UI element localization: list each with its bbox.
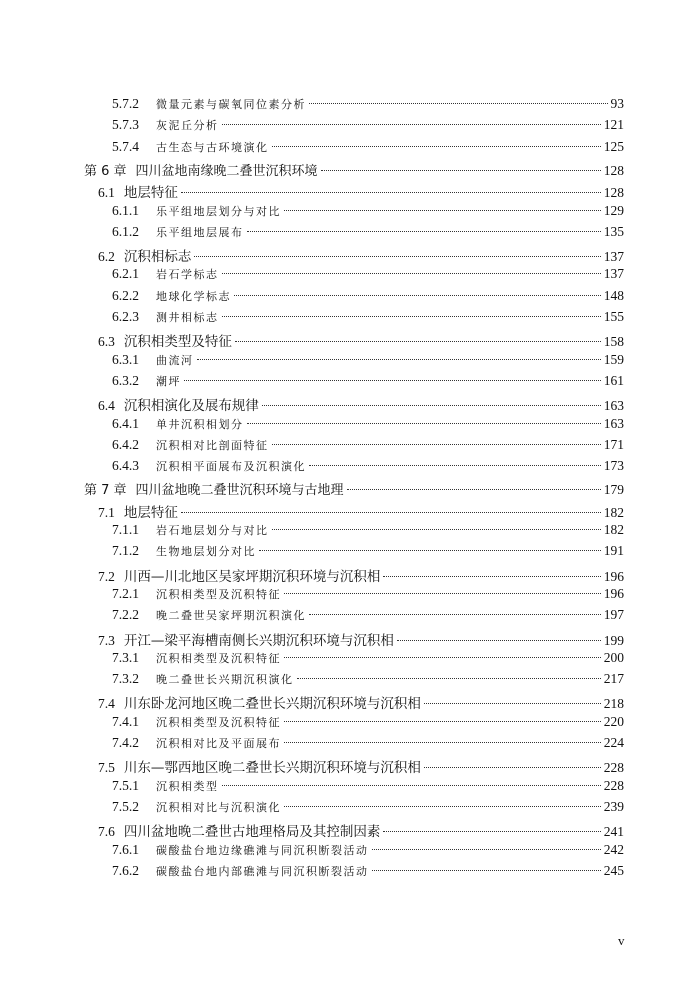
page-folio: v [618,933,625,948]
toc-entry-title: 沉积相对比剖面特征 [156,438,269,452]
toc-entry-number: 6.1 [98,185,115,201]
toc-entry[interactable] [112,735,624,756]
toc-entry-number: 7.4.2 [112,735,139,750]
dot-leader [262,405,601,406]
dot-leader [181,512,601,513]
toc-entry-number: 第 6 章 [84,163,127,179]
toc-entry-number: 6.3.1 [112,351,139,367]
toc-entry-page: 161 [603,372,624,388]
toc-entry-page: 179 [603,482,624,498]
dot-leader [284,593,601,594]
toc-entry-page: 129 [603,202,624,218]
toc-entry[interactable] [112,224,624,245]
toc-entry-number: 6.4 [98,398,115,414]
toc-entry[interactable] [112,437,624,458]
toc-entry[interactable] [98,245,624,266]
dot-leader [184,380,601,381]
toc-entry-number: 5.7.2 [112,96,139,111]
dot-leader [222,273,601,274]
toc-entry-page: 182 [603,504,624,520]
toc-entry-title: 四川盆地南缘晚二叠世沉积环境 [135,163,318,179]
toc-entry-title: 沉积相类型 [156,779,219,793]
toc-entry-number: 7.5.1 [112,777,139,793]
toc-entry-number: 7.3.2 [112,671,139,687]
toc-entry-number: 第 7 章 [84,483,127,499]
toc-entry-page: 217 [603,671,624,687]
dot-leader [284,210,601,211]
toc-entry-title: 乐平组地层划分与对比 [156,204,281,218]
toc-entry-page: 173 [603,458,624,474]
dot-leader [309,465,601,466]
dot-leader [284,806,601,807]
toc-entry-title: 沉积相类型及沉积特征 [156,651,281,665]
toc-entry[interactable] [98,330,624,351]
toc-entry-title: 开江—梁平海槽南侧长兴期沉积环境与沉积相 [123,632,394,649]
toc-entry[interactable] [112,266,624,287]
dot-leader [247,423,601,424]
toc-entry-page: 228 [603,760,624,776]
toc-entry-number: 6.4.1 [112,415,139,431]
toc-entry-number: 6.3.2 [112,372,139,388]
dot-leader [272,529,601,530]
toc-entry-number: 6.1.2 [112,223,139,239]
toc-entry-title: 灰泥丘分析 [156,119,219,133]
toc-entry-page: 199 [603,632,624,648]
toc-entry-page: 239 [603,798,624,814]
toc-entry[interactable] [98,565,624,586]
toc-entry-page: 220 [603,713,624,729]
toc-entry-title: 沉积相对比与沉积演化 [156,800,281,814]
toc-entry-page: 158 [603,334,624,350]
toc-entry-number: 7.6 [98,824,115,840]
toc-entry-number: 7.4 [98,696,115,712]
toc-entry-number: 6.2.2 [112,287,139,303]
toc-entry[interactable] [112,117,624,138]
dot-leader [272,146,601,147]
toc-entry-number: 7.3.1 [112,649,139,665]
toc-entry-page: 218 [603,696,624,712]
toc-entry-page: 135 [603,223,624,239]
toc-entry[interactable] [98,501,624,522]
toc-entry-number: 6.1.1 [112,202,139,218]
toc-entry[interactable] [112,416,624,437]
toc-entry-title: 碳酸盐台地内部礁滩与同沉积断裂活动 [156,864,369,878]
toc-entry-page: 163 [603,398,624,414]
toc-entry-title: 四川盆地晚二叠世沉积环境与古地理 [135,483,344,499]
toc-entry-title: 沉积相平面展布及沉积演化 [156,460,306,474]
toc-entry-number: 7.5 [98,760,115,776]
toc-entry-title: 乐平组地层展布 [156,225,244,239]
toc-entry-page: 148 [603,287,624,303]
toc-entry-page: 137 [603,266,624,282]
toc-entry-title: 四川盆地晚二叠世古地理格局及其控制因素 [123,824,381,841]
toc-entry[interactable] [98,756,624,777]
toc-entry-title: 微量元素与碳氧同位素分析 [156,98,306,111]
toc-entry-title: 沉积相类型及沉积特征 [156,715,281,729]
toc-entry[interactable] [112,543,624,564]
toc-entry[interactable] [112,96,624,117]
dot-leader [247,231,601,232]
dot-leader [222,785,601,786]
toc-entry[interactable] [112,373,624,394]
dot-leader [383,576,600,577]
dot-leader [297,678,601,679]
toc-entry-title: 潮坪 [156,374,181,388]
toc-entry-page: 200 [603,649,624,665]
toc-entry-title: 地层特征 [123,504,178,521]
toc-entry-page: 163 [603,415,624,431]
toc-entry-number: 7.1.2 [112,543,139,559]
dot-leader [259,550,601,551]
toc-entry[interactable] [112,799,624,820]
toc-entry-title: 沉积相类型及特征 [123,334,232,351]
dot-leader [372,870,601,871]
toc-entry[interactable] [98,692,624,713]
toc-entry-number: 7.1 [98,504,115,520]
toc-entry[interactable] [112,203,624,224]
toc-entry-page: 245 [603,862,624,878]
dot-leader [424,703,601,704]
toc-entry-page: 228 [603,777,624,793]
toc-entry-page: 171 [603,436,624,452]
toc-entry-title: 地球化学标志 [156,289,231,303]
toc-entry-number: 7.1.1 [112,522,139,537]
toc-entry[interactable] [112,522,624,543]
toc-entry[interactable] [112,671,624,692]
toc-entry-number: 6.2 [98,249,115,265]
dot-leader [272,444,601,445]
toc-entry-number: 5.7.4 [112,138,139,154]
toc-entry[interactable] [112,714,624,735]
toc-entry-number: 6.2.3 [112,309,139,324]
toc-entry[interactable] [112,288,624,309]
dot-leader [284,742,601,743]
toc-entry-title: 川东卧龙河地区晚二叠世长兴期沉积环境与沉积相 [123,696,421,713]
toc-entry-page: 196 [603,585,624,601]
toc-entry[interactable] [112,458,624,479]
dot-leader [383,831,600,832]
toc-entry-page: 182 [603,522,624,537]
toc-chapter-entry[interactable] [84,160,624,181]
toc-entry-page: 197 [603,607,624,623]
dot-leader [309,614,601,615]
toc-entry-page: 241 [603,824,624,840]
toc-entry-number: 7.4.1 [112,713,139,729]
toc-entry[interactable] [112,309,624,330]
toc-entry[interactable] [112,607,624,628]
toc-entry-page: 191 [603,543,624,559]
toc-entry-title: 测井相标志 [156,311,219,324]
toc-entry-title: 岩石地层划分与对比 [156,524,269,537]
toc-entry-number: 7.2.2 [112,607,139,623]
toc-entry-page: 155 [603,309,624,324]
toc-entry[interactable] [98,820,624,841]
toc-entry-title: 川东—鄂西地区晚二叠世长兴期沉积环境与沉积相 [123,760,421,777]
toc-entry-page: 224 [603,735,624,750]
toc-entry-title: 沉积相标志 [123,249,192,266]
toc-entry-number: 7.2.1 [112,585,139,601]
dot-leader [234,295,601,296]
toc-entry-number: 7.5.2 [112,798,139,814]
toc-entry-page: 125 [603,138,624,154]
toc-entry-title: 川西—川北地区吴家坪期沉积环境与沉积相 [123,568,381,585]
dot-leader [309,103,608,104]
dot-leader [397,640,601,641]
toc-entry-page: 242 [603,841,624,857]
dot-leader [372,849,601,850]
toc-entry[interactable] [98,181,624,202]
toc-entry[interactable] [98,629,624,650]
toc-entry-number: 7.6.2 [112,862,139,878]
toc-entry-number: 5.7.3 [112,117,139,133]
toc-entry-title: 古生态与古环境演化 [156,140,269,154]
toc-entry-title: 地层特征 [123,185,178,202]
toc-entry-page: 128 [603,162,624,178]
toc-entry-title: 生物地层划分对比 [156,545,256,559]
toc-entry[interactable] [98,394,624,415]
toc-chapter-entry[interactable] [84,479,624,500]
dot-leader [424,767,601,768]
toc-entry-title: 沉积相演化及展布规律 [123,398,259,415]
toc-entry-title: 沉积相对比及平面展布 [156,737,281,750]
toc-entry-title: 沉积相类型及沉积特征 [156,587,281,601]
toc-entry-number: 6.4.2 [112,436,139,452]
toc-entry-title: 曲流河 [156,353,194,367]
toc-entry-title: 岩石学标志 [156,268,219,282]
toc-entry-number: 6.2.1 [112,266,139,282]
toc-entry-number: 6.4.3 [112,458,139,474]
toc-entry[interactable] [112,863,624,884]
toc-entry[interactable] [112,352,624,373]
dot-leader [181,192,601,193]
dot-leader [235,341,601,342]
toc-entry-title: 晚二叠世吴家坪期沉积演化 [156,609,306,623]
toc-entry-page: 159 [603,351,624,367]
toc-entry-page: 128 [603,185,624,201]
dot-leader [284,657,601,658]
dot-leader [197,359,601,360]
toc-entry-number: 7.6.1 [112,841,139,857]
dot-leader [284,721,601,722]
toc-entry-number: 7.2 [98,568,115,584]
toc-entry[interactable] [112,586,624,607]
dot-leader [194,256,600,257]
toc-entry-number: 6.3 [98,334,115,350]
dot-leader [222,316,601,317]
toc-entry-title: 晚二叠世长兴期沉积演化 [156,673,294,687]
toc-entry[interactable] [112,650,624,671]
toc-entry-page: 93 [610,96,624,111]
toc-entry-page: 196 [603,568,624,584]
dot-leader [222,124,601,125]
dot-leader [321,170,601,171]
toc-entry-page: 121 [603,117,624,133]
dot-leader [347,489,601,490]
toc-entry[interactable] [112,139,624,160]
toc-entry-page: 137 [603,249,624,265]
toc-entry-number: 7.3 [98,632,115,648]
toc-entry-title: 碳酸盐台地边缘礁滩与同沉积断裂活动 [156,843,369,857]
toc-entry[interactable] [112,778,624,799]
toc-entry-title: 单井沉积相划分 [156,417,244,431]
toc-entry[interactable] [112,842,624,863]
